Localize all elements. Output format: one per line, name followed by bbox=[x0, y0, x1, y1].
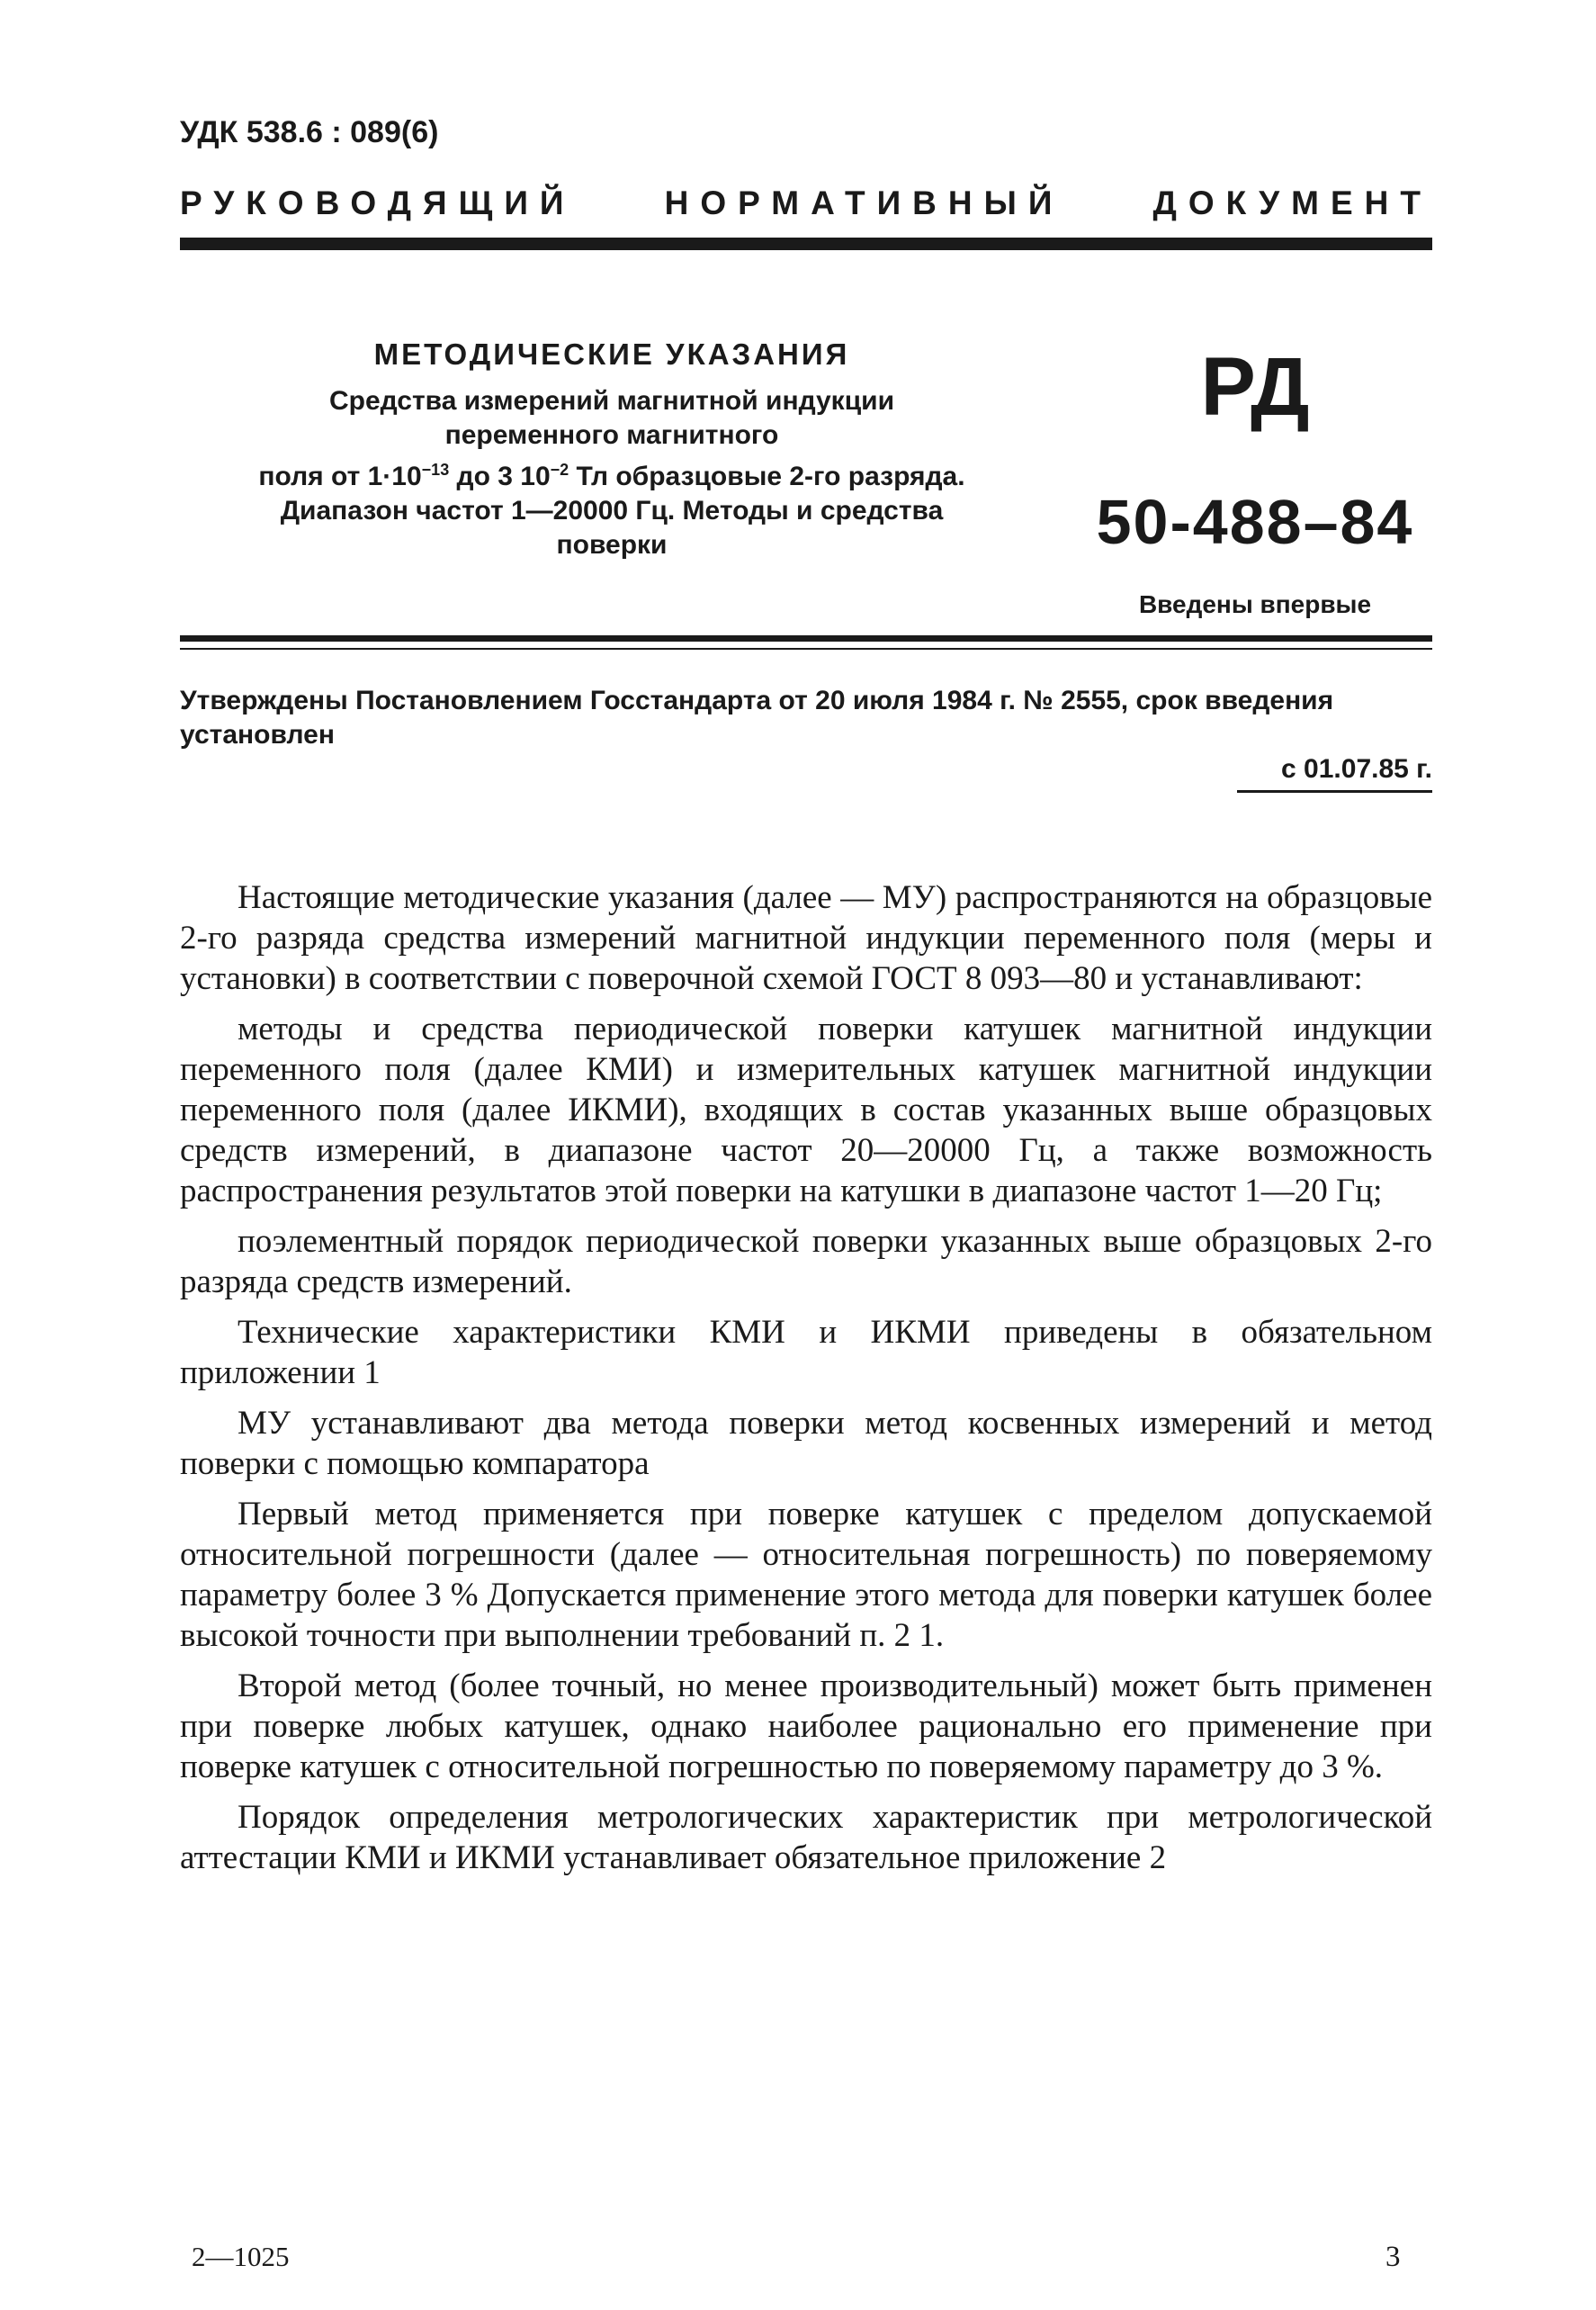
body-paragraph: методы и средства периодической поверки катушек магнитной индукции переменного поля (далее КМИ) и измерительных катушек магнитной индукции переменного поля (далее ИКМИ), входящих в состав указанных выше образцовых средств измерений, в диапазоне частот 20—20000 Гц, а также возможность распространения результатов этой поверки на катушки в диапазоне частот 1—20 Гц; bbox=[180, 1011, 1432, 1209]
title-line: Средства измерений магнитной индукции bbox=[328, 386, 895, 416]
title-line: Диапазон частот 1—20000 Гц. Методы и средства bbox=[280, 496, 944, 526]
signature-code: 2—1025 bbox=[192, 2241, 290, 2272]
body-paragraph: Настоящие методические указания (далее — МУ) распространяются на образцовые 2-го разряда средства измерений магнитной индукции переменного поля (меры и установки) в соответствии с поверочной схемой ГОСТ 8 093—80 и устанавливают: bbox=[180, 879, 1432, 997]
body-paragraph: Первый метод применяется при поверке катушек с пределом допускаемой относительной погрешности (далее — относительная погрешность) по поверяемому параметру более 3 % Допускается применение этого метода для поверки катушек более высокой точности при выполнении требований п. 2 1. bbox=[180, 1496, 1432, 1654]
section-rule bbox=[180, 635, 1432, 642]
section-rule-thin bbox=[180, 648, 1432, 650]
approval-statement: Утверждены Постановлением Госстандарта от 20 июля 1984 г. № 2555, срок введения установлен bbox=[180, 686, 1334, 750]
designation-number: 50-488–84 bbox=[1096, 487, 1414, 557]
designation-block bbox=[1075, 342, 1435, 619]
body-paragraph: поэлементный порядок периодической поверки указанных выше образцовых 2-го разряда средств измерений. bbox=[180, 1223, 1432, 1300]
body-paragraph: Порядок определения метрологических характеристик при метрологической аттестации КМИ и ИКМИ устанавливает обязательное приложение 2 bbox=[180, 1799, 1432, 1876]
series-word: РУКОВОДЯЩИЙ bbox=[180, 184, 576, 221]
series-word: ДОКУМЕНТ bbox=[1152, 184, 1432, 221]
designation-abbr: РД bbox=[1200, 341, 1310, 433]
body-paragraph: Технические характеристики КМИ и ИКМИ приведены в обязательном приложении 1 bbox=[180, 1314, 1432, 1391]
body-paragraph: Второй метод (более точный, но менее производительный) может быть применен при поверке любых катушек, однако наиболее рационально его применение при поверке катушек с относительной погрешностью по поверяемому параметру до 3 %. bbox=[180, 1667, 1432, 1785]
title-block bbox=[180, 337, 1044, 562]
title-line: переменного магнитного bbox=[444, 420, 779, 450]
title-line: поверки bbox=[556, 530, 668, 560]
header-rule bbox=[180, 238, 1432, 250]
body-paragraph: МУ устанавливают два метода поверки метод косвенных измерений и метод поверки с помощью компаратора bbox=[180, 1405, 1432, 1482]
designation-note: Введены впервые bbox=[1138, 590, 1372, 618]
document-title bbox=[180, 384, 1044, 562]
effective-date: с 01.07.85 г. bbox=[1237, 754, 1432, 793]
document-series-heading bbox=[180, 184, 1432, 222]
title-line: поля от $1\cdot 10^{-13}$ до 3 $10^{-2}$ Тл образцовые 2-го разряда. bbox=[258, 461, 965, 491]
page-number: 3 bbox=[1385, 2241, 1401, 2273]
document-genre: МЕТОДИЧЕСКИЕ УКАЗАНИЯ bbox=[373, 337, 850, 371]
udk-code: УДК 538.6 : 089(6) bbox=[180, 115, 439, 149]
body-text bbox=[180, 877, 1432, 1888]
series-word: НОРМАТИВНЫЙ bbox=[664, 184, 1064, 221]
